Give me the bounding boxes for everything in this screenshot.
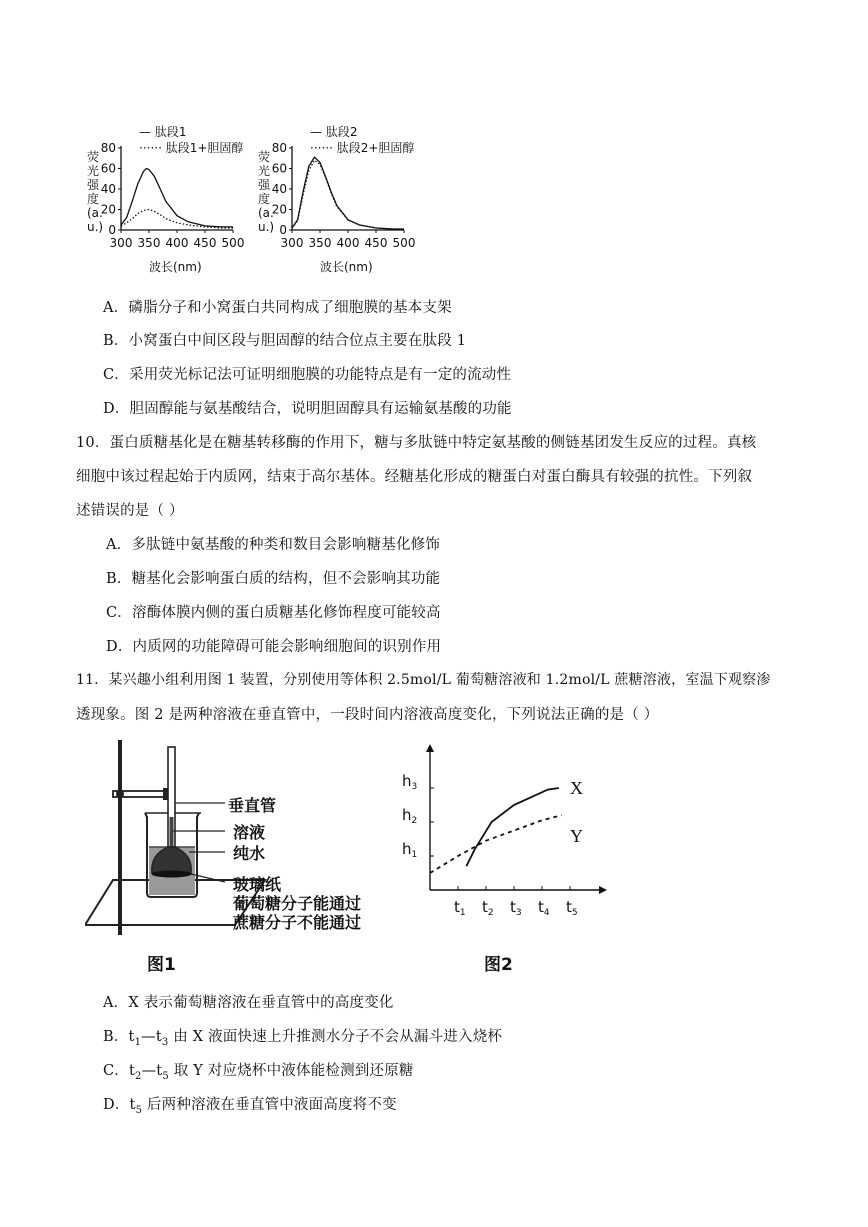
q10-stem-line-1: 10．蛋白质糖基化是在糖基转移酶的作用下，糖与多肽链中特定氨基酸的侧链基团发生反应的过程。真核 — [76, 435, 757, 451]
x-tick-label: 500 — [221, 236, 245, 250]
chart2-xlabel: 波长(nm) — [320, 260, 373, 274]
q11-option-d: D．$t_5$ 后两种溶液在垂直管中液面高度将不变 — [103, 1097, 397, 1116]
chart2-legend-2: ······ 肽段2+胆固醇 — [310, 141, 415, 155]
q11-option-c: C．$t_2—t_5$ 取 Y 对应烧杯中液体能检测到还原糖 — [103, 1063, 414, 1082]
fluorescence-chart-peptide2 — [256, 118, 416, 278]
q11-stem-line-1: 11．某兴趣小组利用图 1 装置，分别使用等体积 2.5mol/L 葡萄糖溶液和 1.2mol/L 蔗糖溶液，室温下观察渗 — [76, 672, 771, 688]
x-tick-label: 450 — [193, 236, 217, 250]
x-axis-arrow — [599, 886, 607, 894]
y-tick-label: 40 — [271, 182, 287, 196]
x-tick-label: 400 — [336, 236, 360, 250]
label-vertical-tube: 垂直管 — [228, 796, 277, 815]
figure-1-caption: 图1 — [147, 955, 176, 975]
x-tick-label: 350 — [308, 236, 332, 250]
chart1-legend-2: ······ 肽段1+胆固醇 — [139, 141, 244, 155]
y-tick-label: 80 — [100, 141, 116, 155]
chart1-legend-1: — 肽段1 — [139, 125, 187, 139]
label-sucrose-blocked: 蔗糖分子不能通过 — [233, 913, 362, 932]
q10-option-c: C．溶酶体膜内侧的蛋白质糖基化修饰程度可能较高 — [106, 605, 441, 621]
chart2-ylabel: 荧光强度(a.u.) — [258, 150, 275, 234]
y-tick-label: 60 — [100, 161, 116, 176]
y-tick-label: 0 — [279, 223, 287, 237]
q10-option-a: A．多肽链中氨基酸的种类和数目会影响糖基化修饰 — [106, 537, 441, 553]
figure-2-height-chart — [395, 740, 615, 940]
y-tick-label: 40 — [100, 182, 116, 196]
x-tick-label: $t_3$ — [510, 898, 522, 918]
label-solution: 溶液 — [233, 823, 266, 842]
q9-option-a: A．磷脂分子和小窝蛋白共同构成了细胞膜的基本支架 — [103, 300, 452, 316]
series-line-2 — [292, 160, 404, 229]
y-tick-label: 0 — [108, 223, 116, 237]
q10-option-b: B．糖基化会影响蛋白质的结构，但不会影响其功能 — [106, 571, 441, 587]
label-series-y: Y — [570, 826, 583, 846]
x-tick-label: 400 — [165, 236, 189, 250]
chart1-plot — [85, 118, 245, 278]
label-cellophane: 玻璃纸 — [233, 875, 282, 894]
y-tick-label: 20 — [271, 202, 287, 217]
x-tick-label: 500 — [392, 236, 416, 250]
y-tick-label: 60 — [271, 161, 287, 176]
label-pure-water: 纯水 — [233, 844, 266, 863]
q10-stem-line-3: 述错误的是（ ） — [76, 503, 184, 519]
x-tick-label: $t_4$ — [538, 898, 550, 918]
x-tick-label: 300 — [280, 236, 304, 250]
y-tick-label: $h_2$ — [402, 806, 418, 826]
y-tick-label: 80 — [271, 141, 287, 155]
series-line-1 — [292, 157, 404, 229]
x-tick-label: $t_2$ — [482, 898, 494, 918]
q10-stem-line-2: 细胞中该过程起始于内质网，结束于高尔基体。经糖基化形成的糖蛋白对蛋白酶具有较强的抗性。下列叙 — [76, 469, 753, 485]
label-glucose-passes: 葡萄糖分子能通过 — [233, 894, 362, 913]
series-line-2 — [121, 210, 233, 229]
label-series-x: X — [570, 778, 583, 798]
chart2-plot — [256, 118, 416, 278]
q11-stem-line-2: 透现象。图 2 是两种溶液在垂直管中，一段时间内溶液高度变化，下列说法正确的是（ ） — [76, 707, 659, 723]
q9-option-d: D．胆固醇能与氨基酸结合，说明胆固醇具有运输氨基酸的功能 — [103, 401, 512, 417]
x-tick-label: $t_1$ — [454, 898, 466, 918]
x-tick-label: 350 — [137, 236, 161, 250]
q10-option-d: D．内质网的功能障碍可能会影响细胞间的识别作用 — [106, 639, 442, 655]
x-tick-label: $t_5$ — [566, 898, 578, 918]
figure-1-apparatus — [85, 735, 385, 980]
y-axis-arrow — [426, 744, 434, 752]
y-tick-label: $h_3$ — [402, 772, 418, 792]
x-tick-label: 300 — [109, 236, 133, 250]
series-line-x — [466, 788, 558, 866]
x-tick-label: 450 — [364, 236, 388, 250]
chart1-ylabel: 荧光强度(a.u.) — [87, 150, 104, 234]
chart2-legend-1: — 肽段2 — [310, 125, 358, 139]
series-line-1 — [121, 169, 233, 227]
fluorescence-chart-peptide1 — [85, 118, 245, 278]
series-line-y — [430, 815, 562, 873]
chart1-xlabel: 波长(nm) — [149, 260, 202, 274]
q11-option-b: B．$t_1—t_3$ 由 X 液面快速上升推测水分子不会从漏斗进入烧杯 — [103, 1029, 503, 1048]
q11-option-a: A．X 表示葡萄糖溶液在垂直管中的高度变化 — [103, 995, 394, 1011]
figure-2-caption: 图2 — [484, 955, 513, 975]
q9-option-b: B．小窝蛋白中间区段与胆固醇的结合位点主要在肽段 1 — [103, 333, 467, 349]
y-tick-label: 20 — [100, 202, 116, 217]
q9-option-c: C．采用荧光标记法可证明细胞膜的功能特点是有一定的流动性 — [103, 367, 512, 383]
y-tick-label: $h_1$ — [402, 840, 418, 860]
